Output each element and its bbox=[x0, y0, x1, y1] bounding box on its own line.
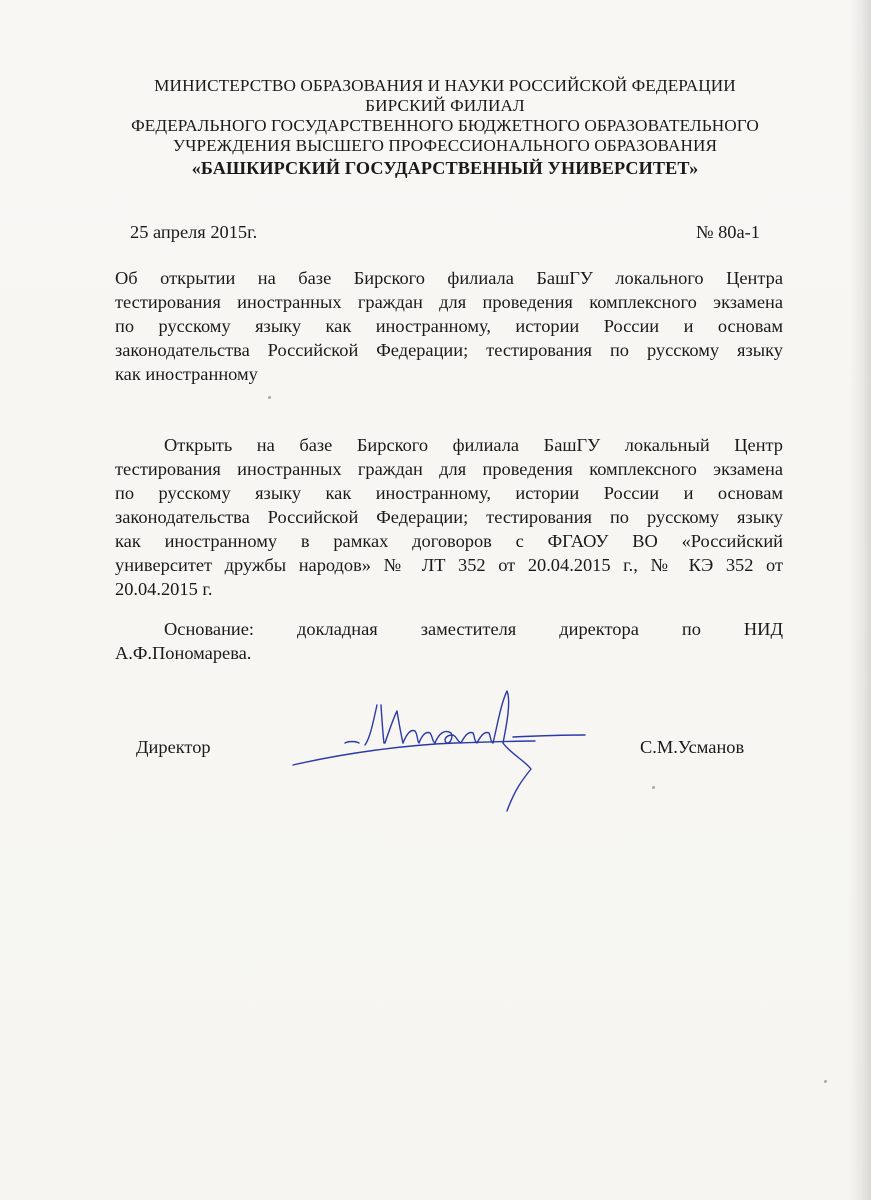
body-line: по русскому языку как иностранному, истории России и основам bbox=[115, 483, 783, 503]
body-line: университет дружбы народов» № ЛТ 352 от 20.04.2015 г., № КЭ 352 от bbox=[115, 555, 783, 575]
university-name: «БАШКИРСКИЙ ГОСУДАРСТВЕННЫЙ УНИВЕРСИТЕТ» bbox=[191, 158, 699, 178]
letterhead bbox=[110, 76, 780, 179]
institution-line-1: ФЕДЕРАЛЬНОГО ГОСУДАРСТВЕННОГО БЮДЖЕТНОГО ОБРАЗОВАТЕЛЬНОГО bbox=[131, 116, 759, 135]
handwritten-signature bbox=[285, 683, 595, 818]
body-line: тестирования иностранных граждан для проведения комплексного экзамена bbox=[115, 459, 783, 479]
paper-speck bbox=[824, 1080, 827, 1083]
signatory-name: С.М.Усманов bbox=[640, 737, 745, 757]
basis-line: Основание: докладная заместителя директора по НИД bbox=[164, 619, 783, 639]
order-body bbox=[115, 433, 783, 601]
title-line: тестирования иностранных граждан для проведения комплексного экзамена bbox=[115, 292, 783, 312]
signature-stroke bbox=[403, 731, 435, 744]
signature-stroke bbox=[345, 742, 359, 744]
page-edge-shadow bbox=[849, 0, 871, 1200]
signature-stroke bbox=[493, 691, 509, 743]
branch-line: БИРСКИЙ ФИЛИАЛ bbox=[365, 96, 525, 115]
signature-stroke bbox=[385, 711, 403, 743]
order-basis bbox=[115, 617, 783, 665]
title-line: по русскому языку как иностранному, истории России и основам bbox=[115, 316, 783, 336]
title-line: как иностранному bbox=[115, 364, 258, 384]
title-line: законодательства Российской Федерации; тестирования по русскому языку bbox=[115, 340, 783, 360]
body-line: Открыть на базе Бирского филиала БашГУ локальный Центр bbox=[164, 435, 783, 455]
basis-line: А.Ф.Пономарева. bbox=[115, 643, 252, 663]
title-line: Об открытии на базе Бирского филиала БашГУ локального Центра bbox=[115, 268, 783, 288]
signature-stroke bbox=[365, 705, 377, 745]
signatory-position: Директор bbox=[136, 737, 211, 757]
signature-stroke bbox=[381, 705, 384, 743]
body-line: как иностранному в рамках договоров с ФГАОУ ВО «Российский bbox=[115, 531, 783, 551]
signature-stroke bbox=[293, 741, 535, 765]
signature-stroke bbox=[503, 743, 531, 811]
order-date: 25 апреля 2015г. bbox=[130, 222, 258, 242]
signature-stroke bbox=[513, 735, 585, 737]
institution-line-2: УЧРЕЖДЕНИЯ ВЫСШЕГО ПРОФЕССИОНАЛЬНОГО ОБРАЗОВАНИЯ bbox=[172, 136, 718, 155]
body-line: законодательства Российской Федерации; тестирования по русскому языку bbox=[115, 507, 783, 527]
order-title bbox=[115, 266, 783, 386]
paper-speck bbox=[652, 786, 655, 789]
order-number: № 80а-1 bbox=[695, 222, 760, 242]
signature-strokes bbox=[293, 691, 585, 811]
body-line: 20.04.2015 г. bbox=[115, 579, 213, 599]
paper-speck bbox=[268, 396, 271, 399]
signature-stroke bbox=[435, 731, 461, 743]
ministry-line: МИНИСТЕРСТВО ОБРАЗОВАНИЯ И НАУКИ РОССИЙСКОЙ ФЕДЕРАЦИИ bbox=[154, 76, 736, 95]
